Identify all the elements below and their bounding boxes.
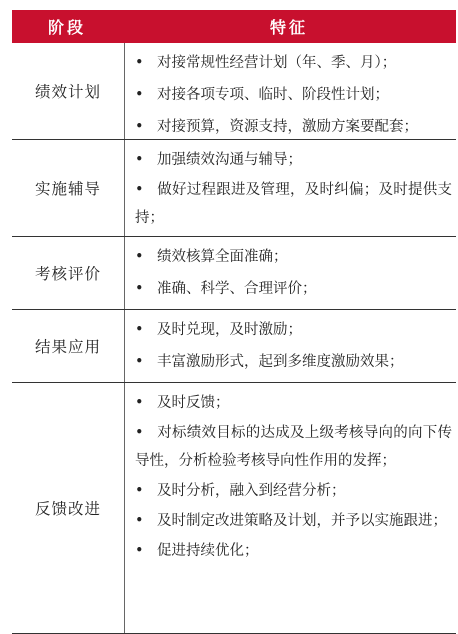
bullet-icon: •: [135, 182, 144, 198]
feature-item: 对接预算，资源支持，激励方案要配套；: [157, 119, 418, 135]
feature-item: 及时分析，融入到经营分析；: [157, 483, 346, 499]
feature-item: 对接常规性经营计划（年、季、月）；: [157, 55, 397, 71]
feature-cell: [125, 140, 456, 236]
stage-cell: 实施辅导: [12, 140, 125, 236]
feature-item: 做好过程跟进及管理，及时纠偏；及时提供支持；: [135, 182, 452, 226]
bullet-icon: •: [135, 281, 144, 297]
bullet-icon: •: [135, 483, 144, 499]
table-row: [12, 43, 456, 140]
stage-cell: 考核评价: [12, 237, 125, 309]
feature-item: 对标绩效目标的达成及上级考核导向的向下传导性，分析检验考核导向性作用的发挥；: [135, 425, 452, 469]
bullet-icon: •: [135, 249, 144, 265]
bullet-icon: •: [135, 55, 144, 71]
table-header: [12, 10, 456, 43]
table-row: [12, 237, 456, 310]
table-row: [12, 383, 456, 634]
header-feature: 特征: [269, 18, 308, 37]
bullet-icon: •: [135, 87, 144, 103]
feature-item: 及时反馈；: [157, 395, 230, 411]
stage-cell: 反馈改进: [12, 383, 125, 633]
feature-item: 及时制定改进策略及计划，并予以实施跟进；: [157, 513, 447, 529]
bullet-icon: •: [135, 354, 144, 370]
stage-cell: 结果应用: [12, 310, 125, 382]
feature-cell: [125, 383, 456, 633]
table-row: [12, 140, 456, 237]
feature-cell: [125, 310, 456, 382]
feature-item: 准确、科学、合理评价；: [157, 281, 317, 297]
feature-item: 绩效核算全面准确；: [157, 249, 288, 265]
bullet-icon: •: [135, 152, 144, 168]
header-stage: 阶段: [47, 18, 86, 37]
feature-item: 及时兑现，及时激励；: [157, 322, 302, 338]
feature-item: 促进持续优化；: [157, 543, 259, 559]
feature-cell: [125, 237, 456, 309]
stage-cell: 绩效计划: [12, 43, 125, 139]
bullet-icon: •: [135, 395, 144, 411]
bullet-icon: •: [135, 322, 144, 338]
feature-item: 对接各项专项、临时、阶段性计划；: [157, 87, 389, 103]
stage-feature-table: [12, 10, 456, 634]
bullet-icon: •: [135, 425, 144, 441]
feature-cell: [125, 43, 456, 139]
bullet-icon: •: [135, 119, 144, 135]
feature-item: 加强绩效沟通与辅导；: [157, 152, 302, 168]
feature-item: 丰富激励形式，起到多维度激励效果；: [157, 354, 404, 370]
bullet-icon: •: [135, 513, 144, 529]
table-row: [12, 310, 456, 383]
bullet-icon: •: [135, 543, 144, 559]
